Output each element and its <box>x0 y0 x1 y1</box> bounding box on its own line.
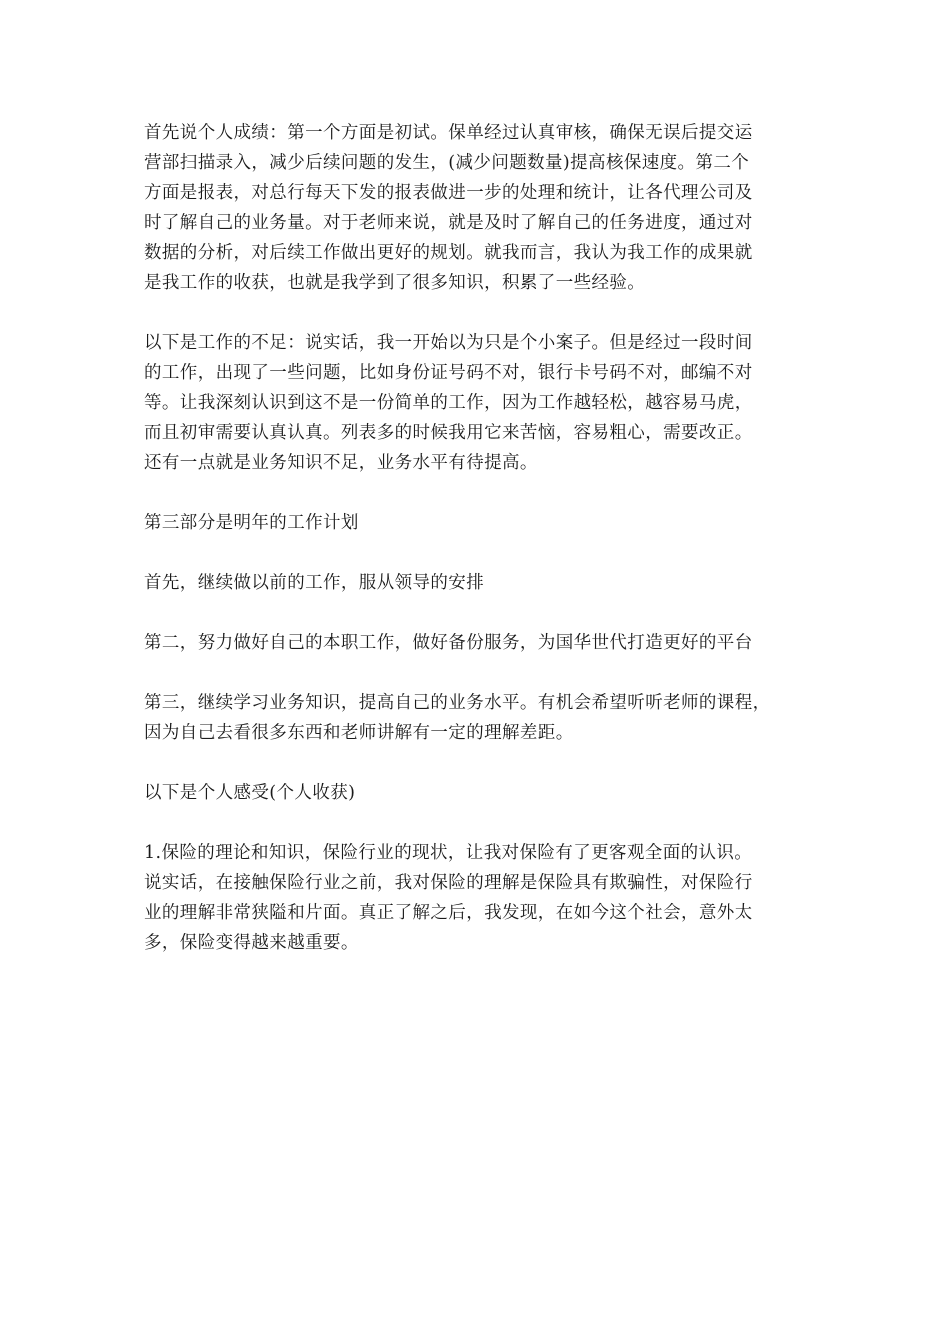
text-line: 还有一点就是业务知识不足，业务水平有待提高。 <box>144 453 538 473</box>
paragraph-insurance-knowledge <box>144 838 808 958</box>
paragraph-personal-achievements <box>144 118 808 298</box>
text-line: 首先，继续做以前的工作，服从领导的安排 <box>144 573 485 593</box>
text-line: 营部扫描录入，减少后续问题的发生，(减少问题数量)提高核保速度。第二个 <box>144 153 750 173</box>
text-line: 说实话，在接触保险行业之前，我对保险的理解是保险具有欺骗性，对保险行 <box>144 873 753 893</box>
text-line: 多，保险变得越来越重要。 <box>144 933 359 953</box>
paragraph-plan-heading <box>144 508 808 538</box>
text-line: 是我工作的收获，也就是我学到了很多知识，积累了一些经验。 <box>144 273 646 293</box>
text-line: 1.保险的理论和知识，保险行业的现状，让我对保险有了更客观全面的认识。 <box>144 843 753 863</box>
text-line: 因为自己去看很多东西和老师讲解有一定的理解差距。 <box>144 723 574 743</box>
text-line: 第三部分是明年的工作计划 <box>144 513 359 533</box>
document-body <box>144 118 808 988</box>
text-line: 以下是工作的不足：说实话，我一开始以为只是个小案子。但是经过一段时间 <box>144 333 753 353</box>
text-line: 第二，努力做好自己的本职工作，做好备份服务，为国华世代打造更好的平台 <box>144 633 753 653</box>
text-line: 第三，继续学习业务知识，提高自己的业务水平。有机会希望听听老师的课程， <box>144 693 771 713</box>
text-line: 首先说个人成绩：第一个方面是初试。保单经过认真审核，确保无误后提交运 <box>144 123 753 143</box>
paragraph-plan-second <box>144 628 808 658</box>
paragraph-shortcomings <box>144 328 808 478</box>
text-line: 的工作，出现了一些问题，比如身份证号码不对，银行卡号码不对，邮编不对 <box>144 363 753 383</box>
text-line: 数据的分析，对后续工作做出更好的规划。就我而言，我认为我工作的成果就 <box>144 243 753 263</box>
text-line: 等。让我深刻认识到这不是一份简单的工作，因为工作越轻松，越容易马虎， <box>144 393 753 413</box>
text-line: 方面是报表，对总行每天下发的报表做进一步的处理和统计，让各代理公司及 <box>144 183 753 203</box>
text-line: 而且初审需要认真认真。列表多的时候我用它来苦恼，容易粗心，需要改正。 <box>144 423 753 443</box>
text-line: 时了解自己的业务量。对于老师来说，就是及时了解自己的任务进度，通过对 <box>144 213 753 233</box>
paragraph-feelings-heading <box>144 778 808 808</box>
paragraph-plan-third <box>144 688 808 748</box>
paragraph-plan-first <box>144 568 808 598</box>
text-line: 业的理解非常狭隘和片面。真正了解之后，我发现，在如今这个社会，意外太 <box>144 903 753 923</box>
text-line: 以下是个人感受(个人收获) <box>144 783 356 803</box>
